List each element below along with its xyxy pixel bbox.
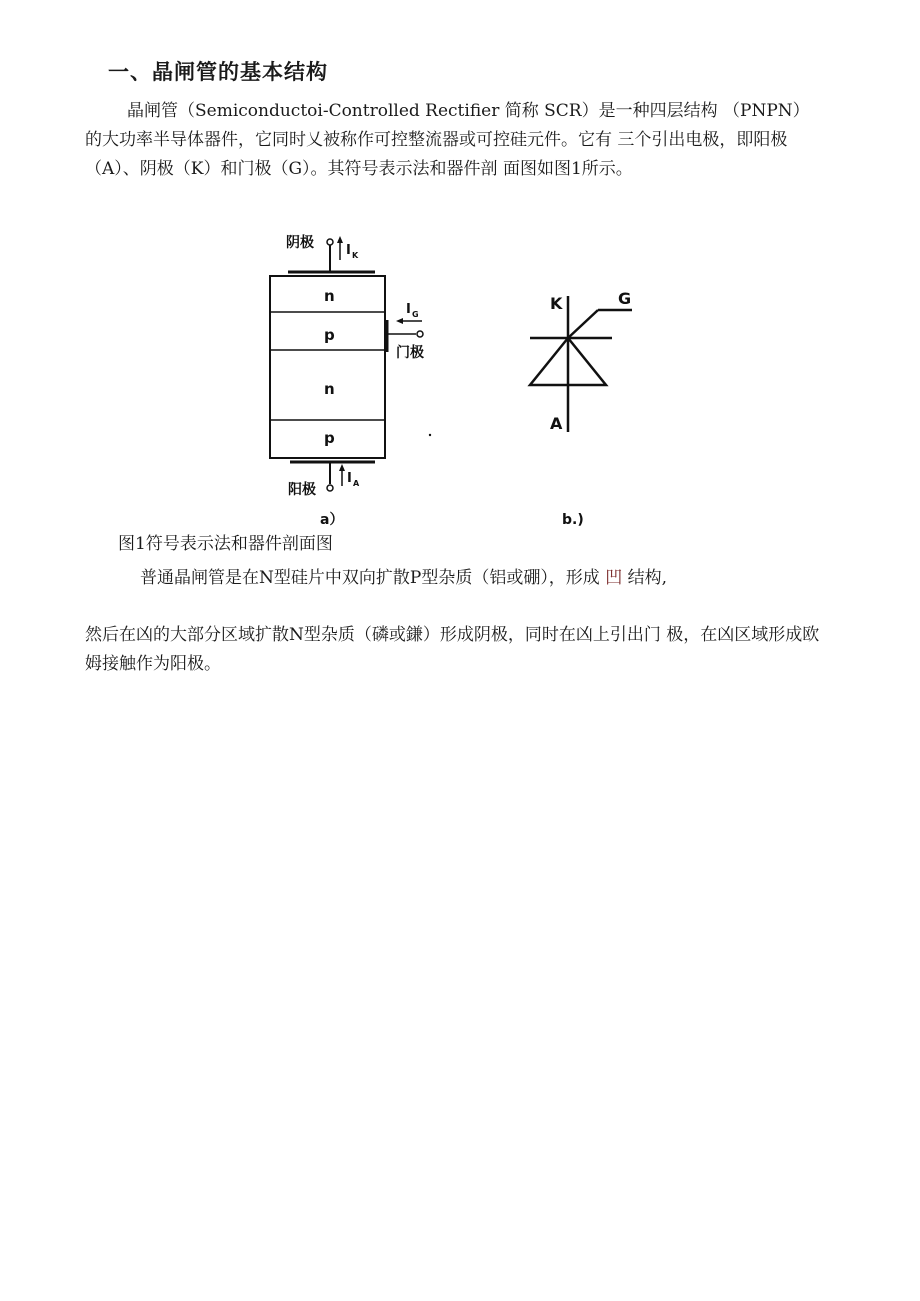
figure-b-sublabel: b.)	[562, 512, 584, 528]
layer-p-top: p	[324, 326, 335, 344]
figure-a-sublabel: a）	[320, 512, 344, 528]
para2-highlight: 凹	[605, 568, 623, 588]
symbol-anode-label: A	[550, 414, 563, 433]
figure-1	[250, 222, 670, 532]
current-ia-label: I	[347, 471, 352, 486]
structure-paragraph-line2: 然后在凶的大部分区域扩散N型杂质（磷或鎌）形成阴极，同时在凶上引出门 极，在凶区域形成欧姆接触作为阳极。	[85, 625, 820, 674]
intro-paragraph: 晶闸管（Semiconductoi-Controlled Rectifier 简称 SCR）是一种四层结构 （PNPN）的大功率半导体器件，它同时乂被称作可控整流器或可控硅元件。它有 三个引出电极，即阳极（A）、阴极（K）和门极（G）。其符号表示法和器件剖 面图如图1所示。	[85, 101, 810, 179]
figure-1-drawing	[250, 222, 670, 532]
layer-n-bottom: n	[324, 380, 335, 398]
svg-text:K: K	[352, 251, 359, 260]
cathode-terminal-label: 阴极	[286, 235, 314, 251]
cross-section-diagram	[270, 234, 431, 528]
scr-symbol	[530, 289, 632, 528]
anode-terminal	[327, 485, 333, 491]
section-heading: 一、晶闸管的基本结构	[108, 60, 328, 84]
current-ig-label: I	[406, 302, 411, 317]
para2-text-before: 普通晶闸管是在N型硅片中双向扩散P型杂质（铝或硼），形成	[140, 568, 606, 588]
symbol-cathode-label: K	[550, 294, 563, 313]
layer-n-top: n	[324, 287, 335, 305]
symbol-gate-label: G	[618, 289, 632, 308]
para2-text-after: 结构,	[622, 568, 668, 588]
layer-p-bottom: p	[324, 429, 335, 447]
cathode-terminal	[327, 239, 333, 245]
structure-paragraph-line1	[140, 564, 830, 593]
figure-caption: 图1符号表示法和器件剖面图	[118, 534, 333, 554]
svg-text:G: G	[412, 310, 419, 319]
anode-terminal-label: 阳极	[288, 482, 316, 498]
gate-terminal	[417, 331, 423, 337]
gate-terminal-label: 门极	[396, 345, 424, 361]
current-ik-label: I	[346, 243, 351, 258]
svg-text:A: A	[353, 479, 360, 488]
